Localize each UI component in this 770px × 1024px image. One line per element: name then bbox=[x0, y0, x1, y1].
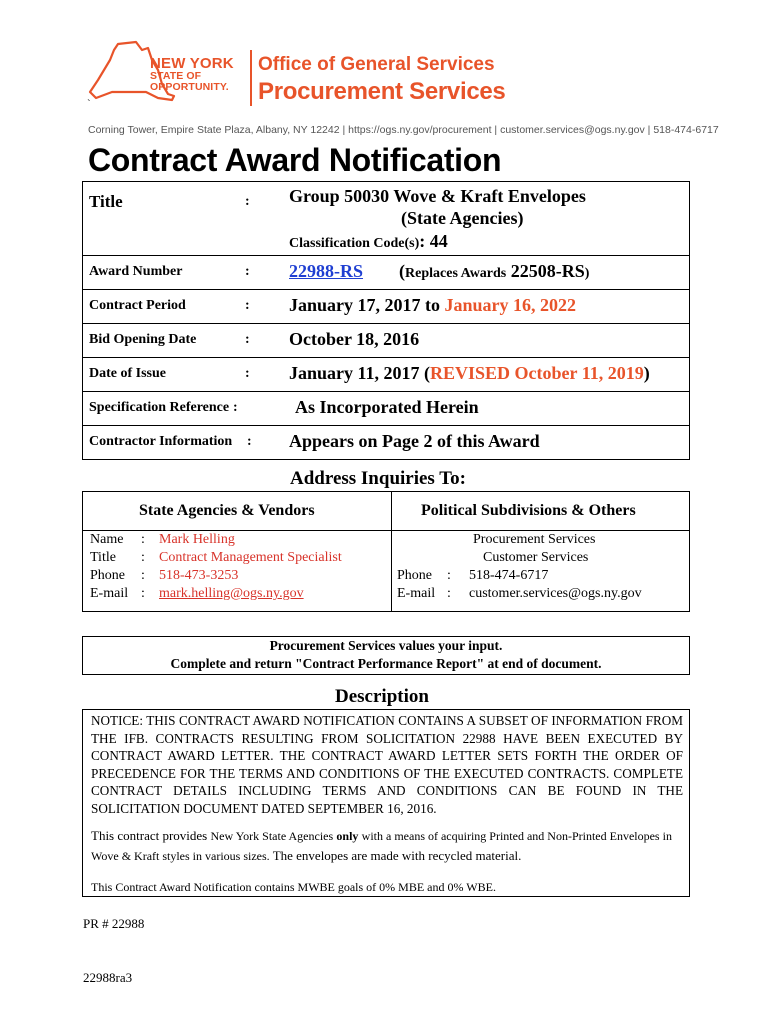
contact-title-colon: : bbox=[141, 550, 145, 565]
replaces-value: 22508-RS bbox=[510, 261, 585, 281]
title-label: Title bbox=[89, 192, 123, 211]
contractor-info-label: Contractor Information bbox=[89, 434, 233, 449]
bid-opening-colon: : bbox=[245, 332, 250, 347]
political-subdivisions-header: Political Subdivisions & Others bbox=[421, 502, 636, 519]
document-id: 22988ra3 bbox=[83, 970, 133, 985]
ogs-logo bbox=[88, 40, 528, 120]
title-row bbox=[83, 182, 689, 255]
contract-period-start: January 17, 2017 to bbox=[289, 295, 441, 315]
contact-title-value: Contract Management Specialist bbox=[159, 550, 342, 565]
spec-reference-value: As Incorporated Herein bbox=[295, 397, 479, 417]
contract-period-value bbox=[289, 295, 576, 316]
date-of-issue-colon: : bbox=[245, 366, 250, 381]
right-phone-label: Phone bbox=[397, 568, 432, 583]
bid-opening-label: Bid Opening Date bbox=[89, 332, 197, 347]
contact-title-label: Title bbox=[90, 550, 116, 565]
contact-email-label: E-mail bbox=[90, 586, 129, 601]
classification-label: Classification Code(s) bbox=[289, 236, 420, 251]
contractor-info-row bbox=[83, 425, 689, 459]
feedback-line1: Procurement Services values your input. bbox=[269, 638, 503, 653]
logo-divider bbox=[250, 50, 252, 106]
classification-colon: : bbox=[419, 231, 426, 251]
replaces-close: ) bbox=[584, 266, 590, 281]
mwbe-goals: This Contract Award Notification contains MWBE goals of 0% MBE and 0% WBE. bbox=[91, 880, 496, 894]
address-inquiries-heading: Address Inquiries To: bbox=[290, 468, 466, 489]
description-notice: NOTICE: THIS CONTRACT AWARD NOTIFICATION CONTAINS A SUBSET OF INFORMATION FROM THE IFB. CONTRACTS RESULTING FROM SOLICITATION 22988 HAVE BEEN EXECUTED BY CONTRACT AWARD LETTER. THE CONTRACT AWARD LETTER SETS FORTH THE ORDER OF PRECEDENCE FOR THE TERMS AND CONDITIONS OF THE EXECUTED CONTRACTS. COMPLETE CONTRACT DETAILS INCLUDING TERMS AND CONDITIONS CAN BE FOUND IN THE SOLICITATION DOCUMENT DATED SEPTEMBER 16, 2016. bbox=[91, 713, 683, 816]
contact-email-colon: : bbox=[141, 586, 145, 601]
ny-wordmark-line3: OPPORTUNITY. bbox=[150, 80, 229, 93]
award-number-colon: : bbox=[245, 264, 250, 279]
replaces-text: Replaces Awards bbox=[405, 266, 507, 281]
date-of-issue-value bbox=[289, 363, 650, 384]
page-title: Contract Award Notification bbox=[88, 142, 502, 178]
contact-phone-value: 518-473-3253 bbox=[159, 568, 239, 583]
classification-value: 44 bbox=[429, 231, 448, 251]
contact-name-value: Mark Helling bbox=[159, 532, 235, 547]
pr-number: PR # 22988 bbox=[83, 916, 145, 931]
state-agencies-header: State Agencies & Vendors bbox=[139, 502, 315, 519]
date-of-issue-revised: REVISED October 11, 2019 bbox=[430, 363, 644, 383]
p2-part-a: This contract provides bbox=[91, 828, 208, 843]
right-email-value: customer.services@ogs.ny.gov bbox=[469, 586, 642, 601]
right-email-colon: : bbox=[447, 586, 451, 601]
bid-opening-row bbox=[83, 323, 689, 357]
right-phone-colon: : bbox=[447, 568, 451, 583]
date-of-issue-close: ) bbox=[643, 363, 650, 383]
contractor-info-value: Appears on Page 2 of this Award bbox=[289, 431, 540, 451]
address-table-divider bbox=[391, 492, 392, 611]
award-info-table bbox=[82, 181, 690, 460]
agency-name: Office of General Services bbox=[258, 54, 495, 75]
contact-line: Corning Tower, Empire State Plaza, Albany, NY 12242 | https://ogs.ny.gov/procurement | customer.services@ogs.ny.gov | 518-474-6717 bbox=[88, 124, 719, 136]
replaces-open: ( bbox=[399, 261, 406, 281]
feedback-box bbox=[82, 636, 690, 675]
contact-name-colon: : bbox=[141, 532, 145, 547]
classification-codes bbox=[289, 231, 448, 252]
contract-period-row bbox=[83, 289, 689, 323]
contact-name-label: Name bbox=[90, 532, 124, 547]
spec-reference-label: Specification Reference bbox=[89, 400, 230, 415]
p2-part-c: with a means of acquiring Printed and Non-Printed Envelopes in Wove & Kraft styles in various sizes. bbox=[91, 829, 672, 863]
date-of-issue-label: Date of Issue bbox=[89, 366, 166, 381]
title-value-line2: (State Agencies) bbox=[401, 208, 524, 228]
right-line2: Customer Services bbox=[483, 550, 589, 565]
right-line1: Procurement Services bbox=[473, 532, 596, 547]
right-phone-value: 518-474-6717 bbox=[469, 568, 549, 583]
description-heading: Description bbox=[335, 686, 429, 707]
bid-opening-value: October 18, 2016 bbox=[289, 329, 420, 349]
contract-period-end: January 16, 2022 bbox=[444, 295, 577, 315]
award-number-label: Award Number bbox=[89, 264, 183, 279]
contract-period-colon: : bbox=[245, 298, 250, 313]
award-number-value bbox=[289, 261, 589, 282]
award-number-row bbox=[83, 255, 689, 289]
p2-part-b: New York State Agencies bbox=[210, 829, 334, 843]
contact-phone-colon: : bbox=[141, 568, 145, 583]
title-colon: : bbox=[245, 194, 250, 209]
spec-reference-colon: : bbox=[233, 400, 238, 415]
spec-reference-row bbox=[83, 391, 689, 425]
ny-wordmark-line2: STATE OF bbox=[150, 70, 202, 82]
address-table bbox=[82, 491, 690, 612]
p2-part-d: The envelopes are made with recycled material. bbox=[272, 848, 522, 863]
right-email-label: E-mail bbox=[397, 586, 436, 601]
contact-email-link[interactable]: mark.helling@ogs.ny.gov bbox=[159, 586, 304, 601]
title-value-line1: Group 50030 Wove & Kraft Envelopes bbox=[289, 186, 586, 206]
contract-period-label: Contract Period bbox=[89, 298, 186, 313]
ny-wordmark bbox=[150, 56, 234, 92]
ny-wordmark-line1: NEW YORK bbox=[150, 55, 234, 72]
feedback-line2: Complete and return "Contract Performance Report" at end of document. bbox=[170, 656, 602, 671]
contractor-info-colon: : bbox=[247, 434, 252, 449]
description-paragraph bbox=[91, 826, 683, 866]
date-of-issue-row bbox=[83, 357, 689, 391]
division-name: Procurement Services bbox=[258, 78, 506, 105]
award-number-link[interactable]: 22988-RS bbox=[289, 261, 364, 281]
contact-phone-label: Phone bbox=[90, 568, 125, 583]
date-of-issue-original: January 11, 2017 ( bbox=[289, 363, 431, 383]
stray-mark: ` bbox=[87, 98, 91, 110]
description-box bbox=[82, 709, 690, 897]
p2-only: only bbox=[336, 829, 359, 843]
